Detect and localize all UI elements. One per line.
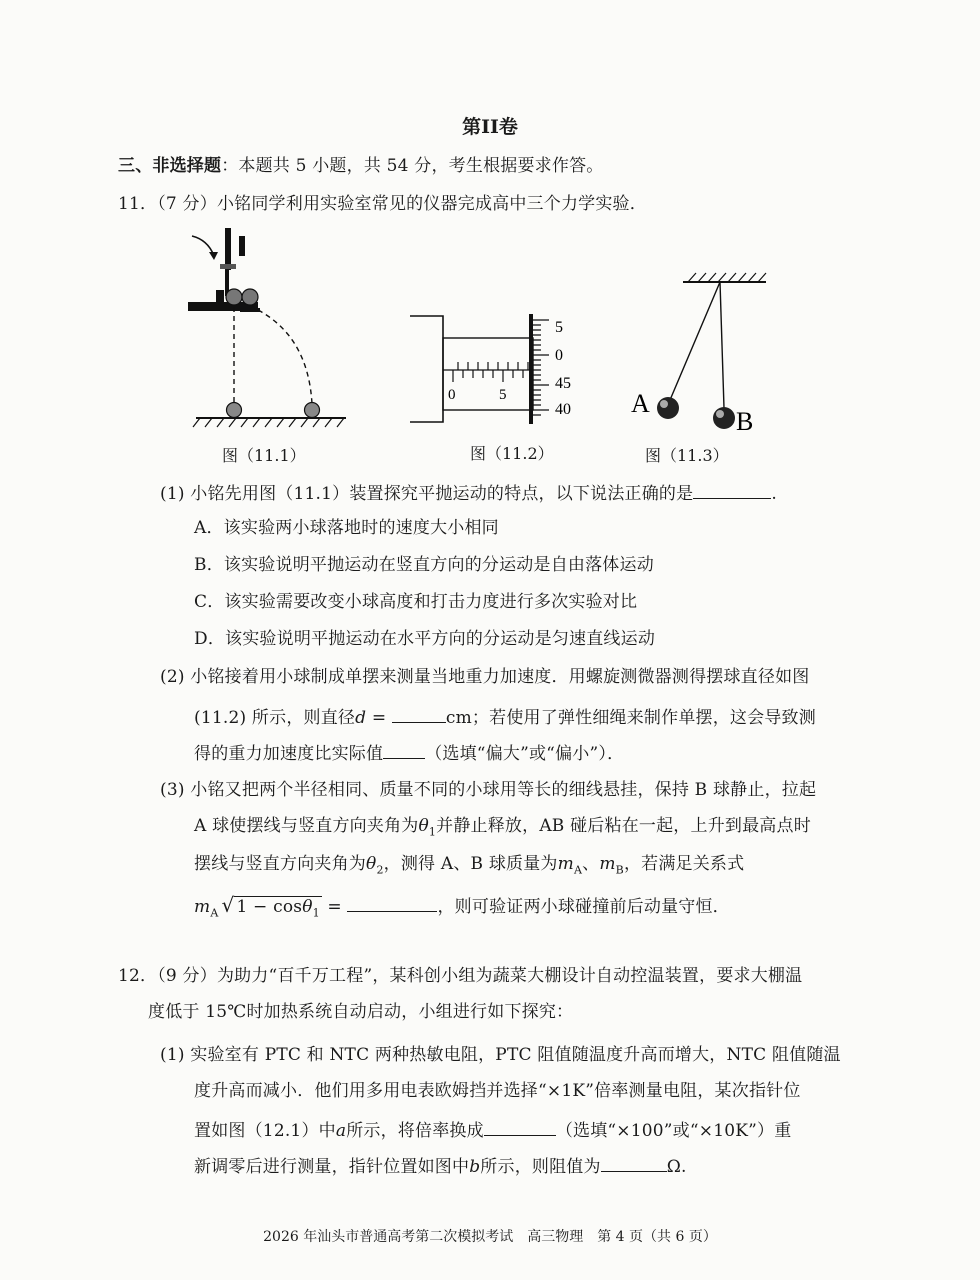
ball-b — [713, 407, 735, 429]
multiplier-blank[interactable] — [484, 1117, 556, 1136]
ball-a-landed — [227, 403, 242, 418]
q11-option-a[interactable]: A．该实验两小球落地时的速度大小相同 — [194, 518, 499, 538]
theta1-subscript: 1 — [428, 825, 437, 839]
var-d: d — [355, 708, 367, 728]
diameter-blank[interactable] — [392, 704, 446, 723]
figure-11-2-micrometer — [405, 308, 595, 430]
hammer-pin — [220, 264, 236, 269]
page-footer: 2026 年汕头市普通高考第二次模拟考试 高三物理 第 4 页（共 6 页） — [263, 1229, 717, 1245]
projectile-path — [250, 306, 312, 404]
string-b — [720, 282, 724, 408]
eq-mass-a-symbol: m — [194, 897, 211, 917]
q12-part1-line4 — [194, 1153, 687, 1179]
var-b: b — [469, 1157, 481, 1177]
ceiling-hatch — [688, 273, 766, 282]
section-heading — [118, 154, 603, 178]
fig-11-1-caption: 图（11.1） — [222, 446, 306, 465]
q11-part2-line3-b: （选填“偏大”或“偏小”）． — [425, 744, 625, 764]
label-a: A — [631, 389, 650, 418]
micrometer-sleeve — [443, 338, 533, 410]
momentum-relation-blank[interactable] — [347, 893, 437, 912]
gravity-bias-blank[interactable] — [383, 740, 425, 759]
micrometer-frame-edge — [410, 316, 443, 422]
ball-a — [226, 289, 242, 305]
section-heading-label: 三、非选择题 — [118, 156, 222, 176]
q12-part1-line3-b: 所示，将倍率换成 — [346, 1121, 484, 1141]
q11-part1-end: . — [771, 484, 777, 504]
q11-part3-line3-b: ，测得 A、B 球质量为 — [383, 854, 558, 874]
fig-11-3-caption: 图（11.3） — [645, 446, 729, 465]
thimble-label-45: 45 — [555, 375, 571, 392]
main-scale-label-0: 0 — [448, 387, 456, 403]
ball-b-landed — [305, 403, 320, 418]
hammer-post — [239, 236, 245, 256]
q11-part2-line3 — [194, 740, 624, 766]
q11-part2-line2-b: cm；若使用了弹性细绳来制作单摆，这会导致测 — [445, 708, 816, 728]
ground-hatch — [193, 418, 344, 427]
q11-part3-line4-b: ，则可验证两小球碰撞前后动量守恒． — [437, 897, 730, 917]
q11-part3-line3-a: 摆线与竖直方向夹角为 — [194, 854, 366, 874]
mass-b-symbol: m — [599, 854, 616, 874]
q11-part3-line2-a: A 球使摆线与竖直方向夹角为 — [194, 816, 419, 836]
sqrt-radical: √ — [221, 893, 235, 917]
sqrt-theta: θ — [302, 897, 313, 917]
q11-part3-line3 — [194, 852, 744, 882]
q11-part2-eq: = — [366, 708, 392, 728]
figure-11-3-pendulums — [628, 268, 778, 438]
q11-option-d[interactable]: D．该实验说明平抛运动在水平方向的分运动是匀速直线运动 — [194, 629, 656, 649]
platform-lip — [240, 308, 260, 312]
q11-part1 — [160, 480, 777, 506]
q11-part1-blank[interactable] — [693, 480, 771, 499]
q11-part2-line3-a: 得的重力加速度比实际值 — [194, 744, 384, 764]
platform-clamp — [216, 290, 224, 304]
section-heading-text: ：本题共 5 小题，共 54 分，考生根据要求作答。 — [221, 156, 604, 176]
hammer-rod — [225, 228, 231, 270]
q11-part3-line3-d: ，若满足关系式 — [623, 854, 745, 874]
q12-part1-line1: (1) 实验室有 PTC 和 NTC 两种热敏电阻，PTC 阻值随温度升高而增大，NTC 阻值随温 — [160, 1045, 841, 1065]
q11-part2-line2 — [194, 704, 816, 730]
theta1-symbol: θ — [418, 816, 429, 836]
section-title: 第II卷 — [462, 116, 518, 138]
micrometer-thimble-edge — [529, 314, 533, 424]
q12-part1-line4-b: 所示，则阻值为 — [480, 1157, 601, 1177]
q12-part1-line3-a: 置如图（12.1）中 — [194, 1121, 336, 1141]
sqrt-radicand — [234, 896, 321, 920]
thimble-label-40: 40 — [555, 401, 571, 418]
string-a — [670, 282, 720, 400]
q11-part3-line1: (3) 小铭又把两个半径相同、质量不同的小球用等长的细线悬挂，保持 B 球静止，拉起 — [160, 780, 817, 800]
q11-part1-stem: (1) 小铭先用图（11.1）装置探究平抛运动的特点，以下说法正确的是 — [160, 484, 694, 504]
ball-b-highlight — [716, 410, 724, 418]
q11-stem: 11．（7 分）小铭同学利用实验室常见的仪器完成高中三个力学实验． — [118, 194, 647, 214]
sqrt-expression — [221, 893, 321, 925]
figure-11-1-projectile-apparatus — [180, 222, 355, 432]
half-mm-ticks — [458, 362, 528, 370]
mass-a-symbol: m — [557, 854, 574, 874]
q11-part2-line2-a: (11.2) 所示，则直径 — [194, 708, 356, 728]
q11-part2-line1: (2) 小铭接着用小球制成单摆来测量当地重力加速度．用螺旋测微器测得摆球直径如图 — [160, 667, 810, 687]
q11-option-b[interactable]: B．该实验说明平抛运动在竖直方向的分运动是自由落体运动 — [194, 555, 654, 575]
q11-part3-line2 — [194, 814, 811, 844]
main-scale-ticks — [453, 370, 523, 382]
main-scale-label-5: 5 — [499, 387, 507, 403]
var-a: a — [335, 1121, 347, 1141]
q11-part3-line2-b: 并静止释放，AB 碰后粘在一起，上升到最高点时 — [436, 816, 811, 836]
sqrt-body: 1 − cos — [236, 897, 303, 917]
q12-part1-line3 — [194, 1117, 791, 1143]
mass-a-subscript: A — [573, 863, 583, 877]
fig-11-2-caption: 图（11.2） — [470, 444, 554, 463]
eq-mass-a-subscript: A — [210, 906, 219, 920]
thimble-label-5: 5 — [555, 319, 563, 336]
ball-a-highlight — [660, 400, 668, 408]
thimble-label-0: 0 — [555, 347, 563, 364]
q11-part3-line3-c: 、 — [582, 854, 600, 874]
q12-part1-line4-a: 新调零后进行测量，指针位置如图中 — [194, 1157, 470, 1177]
q11-part3-eq: = — [321, 897, 348, 917]
q11-part3-line4 — [194, 893, 730, 925]
q11-option-c[interactable]: C．该实验需要改变小球高度和打击力度进行多次实验对比 — [194, 592, 638, 612]
ball-b — [242, 289, 258, 305]
thimble-ticks — [533, 320, 549, 415]
label-b: B — [736, 407, 754, 436]
theta2-symbol: θ — [366, 854, 377, 874]
resistance-blank[interactable] — [601, 1153, 667, 1172]
q12-part1-line2: 度升高而减小．他们用多用电表欧姆挡并选择“×1K”倍率测量电阻，某次指针位 — [194, 1081, 801, 1101]
mass-b-subscript: B — [615, 863, 624, 877]
sqrt-theta-subscript: 1 — [312, 906, 320, 920]
q12-part1-line3-c: （选填“×100”或“×10K”）重 — [555, 1121, 792, 1141]
strike-arrowhead — [209, 252, 218, 260]
q12-stem-line2: 度低于 15℃时加热系统自动启动，小组进行如下探究： — [148, 1002, 574, 1022]
theta2-subscript: 2 — [376, 863, 384, 877]
ball-a — [657, 397, 679, 419]
q12-part1-line4-c: Ω. — [666, 1157, 687, 1177]
q12-stem-line1: 12．（9 分）为助力“百千万工程”，某科创小组为蔬菜大棚设计自动控温装置，要求大棚温 — [118, 966, 803, 986]
